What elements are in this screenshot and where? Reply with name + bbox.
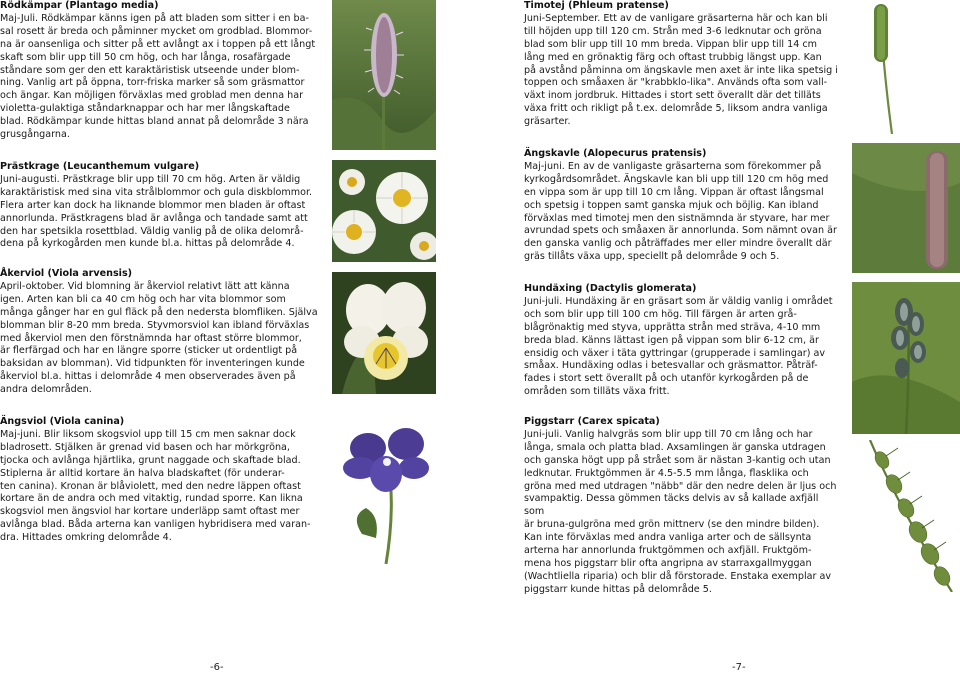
entry-angsviol [0,416,328,545]
photo-rodkampar [332,0,436,150]
entry-text: April-oktober. Vid blomning är åkerviol relativt lätt att känna igen. Arten kan bli ca 40 cm hög och har vita blommor som många gånger har en gul fläck på den nedersta blomfliken. Själva blomman blir 8-20 mm breda. Styvmorsviol kan ibland förväxlas med åkerviol men den förstnämnda har oftast större blommor, är flerfärgad och har en längre sporre (sticker ut ordentligt på baksidan av blomman). Vid tidpunkten för inventeringen kunde åkerviol bl.a. hittas i delområde 4 men observerades även på andra delområden. [0,280,318,396]
entry-piggstarr [524,416,840,597]
entry-text: Juni-juli. Vanlig halvgräs som blir upp till 70 cm lång och har långa, smala och platta blad. Axsamlingen är ganska utdragen och ganska högt upp på strået som är nästan 3-kantig och utan ledknutar. Fruktgömmen är 4.5-5.5 mm långa, flasklika och gröna med med utdragen "näbb" där den nedre delen är ljus och svampaktig. Dessa gömmen täcks delvis av så kallade axfjäll som är bruna-gulgröna med grön mittnerv (se den mindre bilden). Kan inte förväxlas med andra vanliga arter och de sällsynta arterna har annorlunda fruktgömmen och axfjäll. Fruktgöm- mena hos piggstarr blir ofta angripna av starraxgallmyggan (Wachtliella riparia) och blir då förstorade. Enstaka exemplar av piggstarr kunde hittas på delområde 5. [524,428,837,595]
entry-title: Rödkämpar (Plantago media) [0,0,159,11]
entry-text: Maj-juni. Blir liksom skogsviol upp till 15 cm men saknar dock bladrosett. Stjälken är grenad vid basen och har mörkgröna, tjocka och avlånga hjärtlika, grunt naggade och skaftade blad. Stiplerna är alltid kortare än halva bladskaftet (för underar- ten canina). Kronan är blåviolett, med den nedre läppen oftast kortare än de andra och med vitaktig, rundad sporre. Kan likna skogsviol men ängsviol har kortare underläpp samt oftast mer avlånga blad. Båda arterna kan vanligen hybridisera med varan- dra. Hittades omkring delområde 4. [0,428,311,544]
entry-title: Hundäxing (Dactylis glomerata) [524,283,697,294]
photo-timotej [852,0,960,134]
photo-hundaxing [852,282,960,434]
entry-title: Prästkrage (Leucanthemum vulgare) [0,161,200,172]
entry-text: Maj-juni. En av de vanligaste gräsarterna som förekommer på kyrkogårdsområdet. Ängskavle kan bli upp till 120 cm hög med en vippa som är upp till 10 cm lång. Vippan är oftast långsmal och spetsig i toppen samt ganska mjuk och böjlig. Kan ibland förväxlas med timotej men den sistnämnda är styvare, har mer avrundad spets och småaxen är annorlunda. Som nämnt ovan är den ganska vanlig och påträffades mer eller mindre överallt där gräs tillåts växa upp, speciellt på delområde 9 och 5. [524,160,837,263]
entry-title: Ängskavle (Alopecurus pratensis) [524,148,707,159]
entry-text: Maj-Juli. Rödkämpar känns igen på att bladen som sitter i en ba- sal rosett är breda och påminner mycket om grodblad. Blommor- na är oansenliga och sitter på ett avlångt ax i toppen på ett långt skaft som blir upp till 50 cm hög, och har långa, rosafärgade ståndare som ger den ett karaktäristisk utseende under blom- ning. Vanlig art på öppna, torr-friska marker så som gräsmattor och ängar. Kan möjligen förväxlas med groblad men denna har violetta-gulaktiga ståndarknappar och har mer långskaftade blad. Rödkämpar kunde hittas bland annat på delområde 3 nära grusgångarna. [0,12,316,141]
entry-title: Ängsviol (Viola canina) [0,416,125,427]
entry-text: Juni-juli. Hundäxing är en gräsart som är väldig vanlig i området och som blir upp till 100 cm hög. Till färgen är arten grå- blågrönaktig med styva, upprätta strån med sträva, 4-10 mm breda blad. Känns lättast igen på vippan som blir 6-12 cm, är ensidig och växer i täta gyttringar (grupperade i samlingar) av småax. Hundäxing odlas i betesvallar och gräsmattor. Påträf- fades i stort sett överallt på och utanför kyrkogården på de områden som tilläts växa fritt. [524,295,833,398]
entry-akerviol [0,268,328,397]
entry-timotej [524,0,840,129]
entry-prastkrage [0,161,328,251]
page-number-right: -7- [732,662,746,673]
entry-title: Åkerviol (Viola arvensis) [0,268,133,279]
entry-hundaxing [524,283,840,399]
entry-text: Juni-September. Ett av de vanligare gräsarterna här och kan bli till höjden upp till 120 cm. Strån med 3-6 ledknutar och gröna blad som blir upp till 10 mm breda. Vippan blir upp till 14 cm lång med en grönaktig färg och oftast trubbig längst upp. Kan på avstånd påminna om ängskavle men axet är inte lika spetsig i toppen och småaxen är "krabbklo-lika". Används ofta som vall- växt inom jordbruk. Hittades i stort sett överallt där det tilläts växa fritt och rikligt på t.ex. delområde 5, liksom andra vanliga gräsarter. [524,12,838,128]
photo-akerviol [332,272,436,394]
page-number-left: -6- [210,662,224,673]
entry-title: Timotej (Phleum pratense) [524,0,669,11]
entry-rodkampar [0,0,328,142]
photo-prastkrage [332,160,436,262]
photo-angskavle [852,143,960,273]
entry-text: Juni-augusti. Prästkrage blir upp till 70 cm hög. Arten är väldig karaktäristisk med sina vita strålblommor och gula diskblommor. Flera arter kan dock ha liknande blommor men bladen är oftast annorlunda. Prästkragens blad är avlånga och tandade samt att den har spetsikla rosettblad. Väldig vanlig på de olika delområ- dena på kyrkogården men kunde bl.a. hittas på delområde 4. [0,173,313,250]
photo-piggstarr [860,440,960,592]
entry-angskavle [524,148,840,264]
entry-title: Piggstarr (Carex spicata) [524,416,660,427]
photo-angsviol [332,416,436,564]
